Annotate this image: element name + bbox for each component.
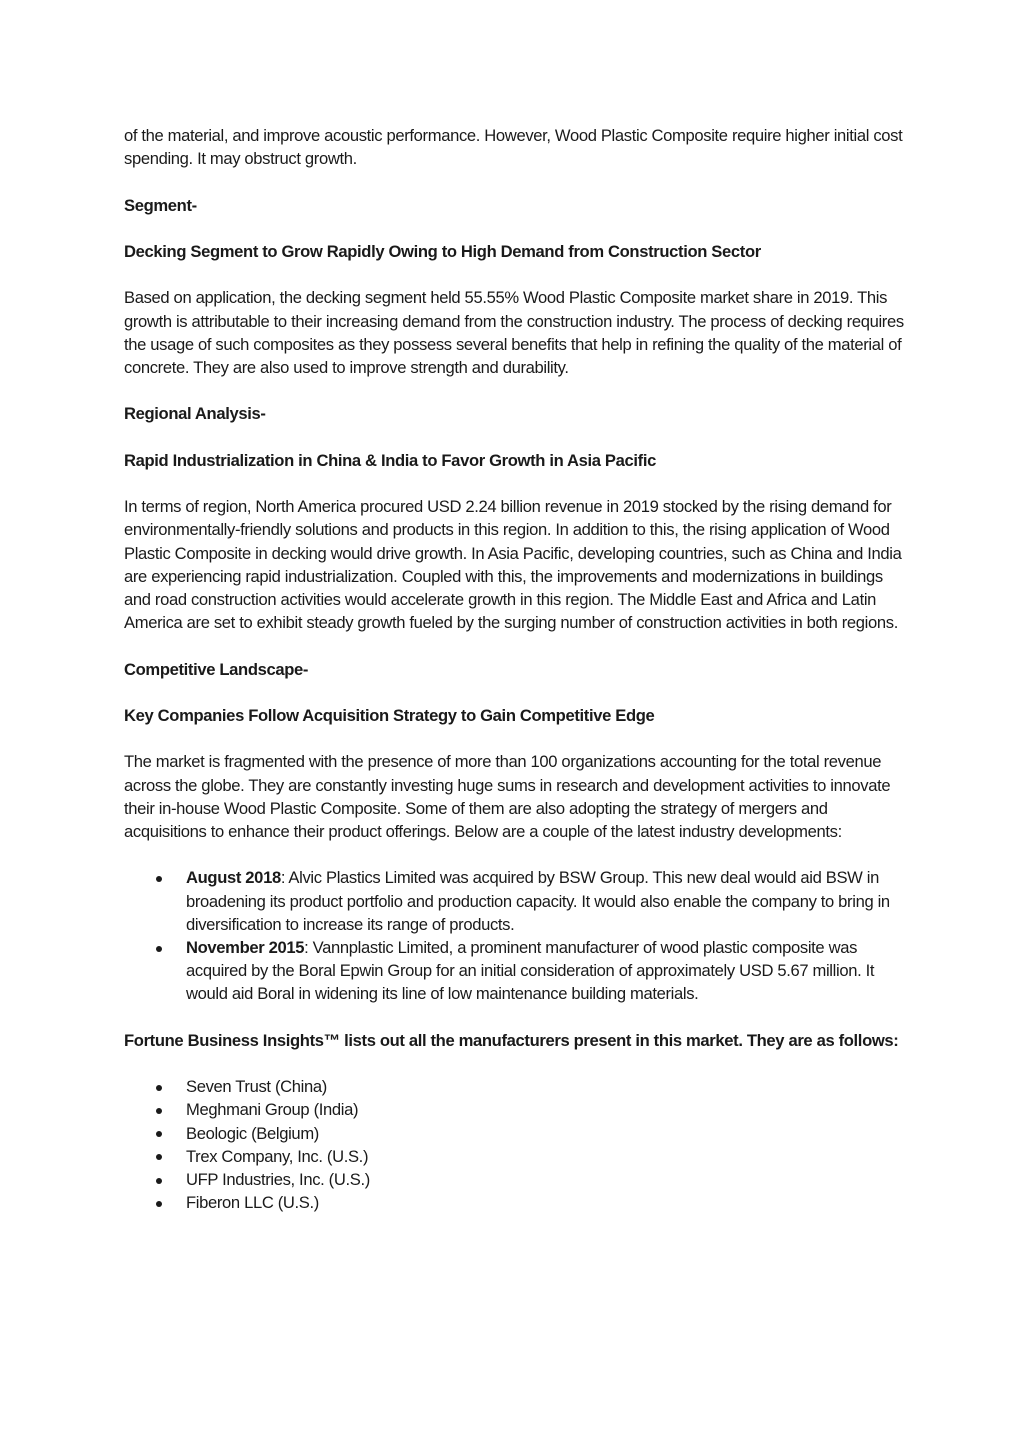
bullet-icon — [154, 1168, 164, 1191]
regional-section-label: Regional Analysis- — [124, 404, 266, 424]
list-item — [124, 1191, 904, 1214]
manufacturer-name: Fiberon LLC (U.S.) — [186, 1193, 319, 1213]
manufacturer-name: Meghmani Group (India) — [186, 1100, 359, 1120]
manufacturer-name: Beologic (Belgium) — [186, 1123, 319, 1143]
list-item — [124, 1122, 904, 1145]
development-text: : Alvic Plastics Limited was acquired by BSW Group. This new deal would aid BSW in broadening its product portfolio and production capacity. It would also enable the company to bring in diversification to increase its range of products. — [186, 868, 890, 934]
list-item — [124, 1168, 904, 1191]
competitive-body-paragraph: The market is fragmented with the presence of more than 100 organizations accounting for the total revenue across the globe. They are constantly investing huge sums in research and development activities to innovate their in-house Wood Plastic Composite. Some of them are also adopting the strategy of mergers and acquisitions to enhance their product offerings. Below are a couple of the latest industry developments: — [124, 752, 891, 841]
manufacturer-name: UFP Industries, Inc. (U.S.) — [186, 1169, 370, 1189]
bullet-icon — [154, 936, 164, 959]
document-page — [124, 124, 904, 1238]
bullet-icon — [154, 866, 164, 889]
list-item — [124, 1098, 904, 1121]
development-text: : Vannplastic Limited, a prominent manufacturer of wood plastic composite was acquired by the Boral Epwin Group for an initial consideration of approximately USD 5.67 million. It would aid Boral in widening its line of low maintenance building materials. — [186, 937, 875, 1004]
bullet-icon — [154, 1098, 164, 1121]
list-item — [124, 936, 904, 1006]
bullet-icon — [154, 1191, 164, 1214]
manufacturer-name: Trex Company, Inc. (U.S.) — [186, 1146, 369, 1166]
industry-developments-list — [124, 866, 904, 1005]
list-item — [124, 1145, 904, 1168]
manufacturers-heading: Fortune Business Insights™ lists out all the manufacturers present in this market. They are as follows: — [124, 1030, 899, 1050]
segment-section-label: Segment- — [124, 195, 197, 215]
regional-body-paragraph: In terms of region, North America procured USD 2.24 billion revenue in 2019 stocked by the rising demand for environmentally-friendly solutions and products in this region. In addition to this, the rising application of Wood Plastic Composite in decking would drive growth. In Asia Pacific, developing countries, such as China and India are experiencing rapid industrialization. Coupled with this, the improvements and modernizations in buildings and road construction activities would accelerate growth in this region. The Middle East and Africa and Latin America are set to exhibit steady growth fueled by the surging number of construction activities in both regions. — [124, 497, 902, 633]
regional-heading: Rapid Industrialization in China & India to Favor Growth in Asia Pacific — [124, 450, 656, 470]
bullet-icon — [154, 1122, 164, 1145]
manufacturer-name: Seven Trust (China) — [186, 1077, 327, 1097]
development-date: November 2015 — [186, 937, 305, 957]
competitive-heading: Key Companies Follow Acquisition Strategy to Gain Competitive Edge — [124, 705, 655, 725]
segment-heading: Decking Segment to Grow Rapidly Owing to High Demand from Construction Sector — [124, 241, 761, 261]
manufacturers-list — [124, 1075, 904, 1214]
competitive-section-label: Competitive Landscape- — [124, 659, 309, 679]
intro-continuation-paragraph: of the material, and improve acoustic performance. However, Wood Plastic Composite require higher initial cost spending. It may obstruct growth. — [124, 126, 903, 169]
bullet-icon — [154, 1075, 164, 1098]
list-item — [124, 1075, 904, 1098]
bullet-icon — [154, 1145, 164, 1168]
development-date: August 2018 — [186, 868, 281, 888]
segment-body-paragraph: Based on application, the decking segment held 55.55% Wood Plastic Composite market share in 2019. This growth is attributable to their increasing demand from the construction industry. The process of decking requires the usage of such composites as they possess several benefits that help in refining the quality of the material of concrete. They are also used to improve strength and durability. — [124, 288, 904, 377]
list-item — [124, 866, 904, 936]
